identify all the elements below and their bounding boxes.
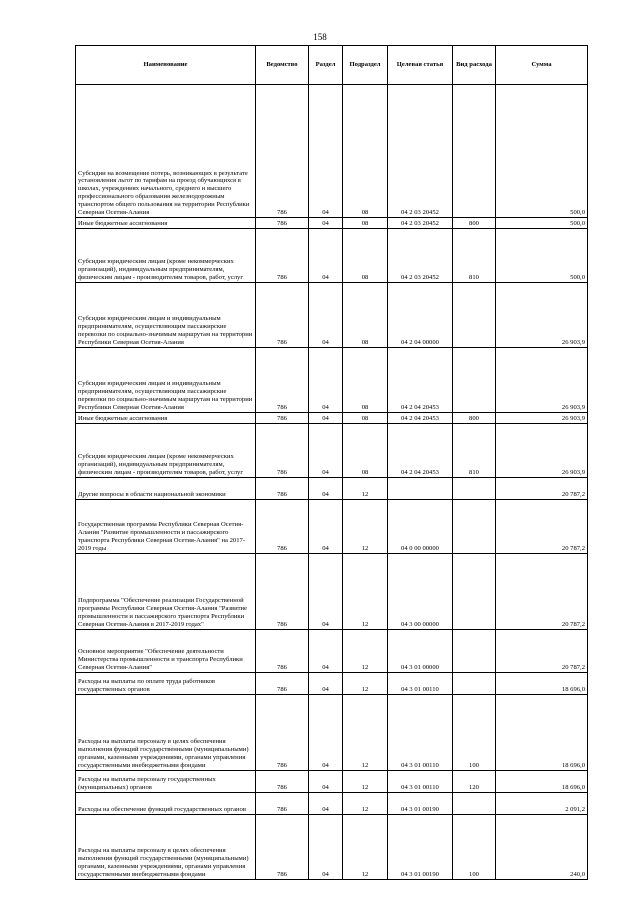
row-expense-type-cell bbox=[453, 554, 496, 630]
row-department-cell: 786 bbox=[256, 554, 309, 630]
row-subsection-cell: 12 bbox=[343, 673, 388, 695]
table-row bbox=[76, 554, 588, 630]
col-header-target-article: Целевая статья bbox=[388, 46, 453, 85]
row-amount-cell: 240,0 bbox=[496, 815, 588, 880]
row-amount-cell: 26 903,9 bbox=[496, 424, 588, 478]
row-department-cell: 786 bbox=[256, 695, 309, 771]
row-expense-type-cell: 100 bbox=[453, 695, 496, 771]
budget-table bbox=[75, 45, 588, 880]
row-amount-cell: 18 696,0 bbox=[496, 771, 588, 793]
page-number: 158 bbox=[313, 32, 327, 42]
row-expense-type-cell: 800 bbox=[453, 413, 496, 424]
row-subsection-cell: 12 bbox=[343, 695, 388, 771]
row-section-cell: 04 bbox=[309, 85, 343, 218]
row-target-article-cell: 04 2 04 00000 bbox=[388, 283, 453, 348]
row-expense-type-cell bbox=[453, 348, 496, 413]
row-subsection-cell: 12 bbox=[343, 793, 388, 815]
row-amount-cell: 18 696,0 bbox=[496, 695, 588, 771]
row-department-cell: 786 bbox=[256, 673, 309, 695]
row-name-cell: Основное мероприятие "Обеспечение деятельности Министерства промышленности и транспорта Республики Северная Осетия-Алания" bbox=[76, 630, 256, 673]
table-row bbox=[76, 413, 588, 424]
row-name-cell: Государственная программа Республики Северная Осетия-Алания "Развитие промышленности и пассажирского транспорта Республики Северная Осетия-Алания" на 2017-2019 годы bbox=[76, 500, 256, 554]
row-section-cell: 04 bbox=[309, 229, 343, 283]
row-target-article-cell: 04 3 01 00190 bbox=[388, 793, 453, 815]
row-subsection-cell: 08 bbox=[343, 85, 388, 218]
row-amount-cell: 500,0 bbox=[496, 85, 588, 218]
row-name-cell: Субсидии юридическим лицам и индивидуальным предпринимателям, осуществляющим пассажирские перевозки по социально-значимым маршрутам на территории Республики Северная Осетия-Алания bbox=[76, 283, 256, 348]
row-expense-type-cell bbox=[453, 478, 496, 500]
row-subsection-cell: 12 bbox=[343, 478, 388, 500]
row-amount-cell: 500,0 bbox=[496, 229, 588, 283]
col-header-department: Ведомство bbox=[256, 46, 309, 85]
row-amount-cell: 500,0 bbox=[496, 218, 588, 229]
row-amount-cell: 26 903,9 bbox=[496, 413, 588, 424]
row-name-cell: Иные бюджетные ассигнования bbox=[76, 413, 256, 424]
row-subsection-cell: 12 bbox=[343, 771, 388, 793]
row-department-cell: 786 bbox=[256, 793, 309, 815]
row-expense-type-cell: 800 bbox=[453, 218, 496, 229]
row-section-cell: 04 bbox=[309, 348, 343, 413]
table-row bbox=[76, 283, 588, 348]
table-row bbox=[76, 424, 588, 478]
table-row bbox=[76, 771, 588, 793]
row-section-cell: 04 bbox=[309, 793, 343, 815]
col-header-subsection: Подраздел bbox=[343, 46, 388, 85]
col-header-section: Раздел bbox=[309, 46, 343, 85]
row-amount-cell: 26 903,9 bbox=[496, 348, 588, 413]
row-target-article-cell: 04 2 04 20453 bbox=[388, 424, 453, 478]
row-subsection-cell: 08 bbox=[343, 218, 388, 229]
row-expense-type-cell bbox=[453, 673, 496, 695]
row-department-cell: 786 bbox=[256, 229, 309, 283]
row-name-cell: Расходы на выплаты персоналу в целях обеспечения выполнения функций государственными (муниципальными) органами, казенными учреждениями, органами управления государственными внебюджетными фондами bbox=[76, 695, 256, 771]
row-expense-type-cell: 810 bbox=[453, 424, 496, 478]
row-subsection-cell: 08 bbox=[343, 283, 388, 348]
row-expense-type-cell bbox=[453, 630, 496, 673]
row-department-cell: 786 bbox=[256, 348, 309, 413]
row-department-cell: 786 bbox=[256, 815, 309, 880]
row-department-cell: 786 bbox=[256, 283, 309, 348]
row-amount-cell: 2 091,2 bbox=[496, 793, 588, 815]
row-department-cell: 786 bbox=[256, 424, 309, 478]
table-row bbox=[76, 673, 588, 695]
table-row bbox=[76, 500, 588, 554]
row-name-cell: Субсидии юридическим лицам (кроме некоммерческих организаций), индивидуальным предпринимателям, физическим лицам - производителям товаров, работ, услуг bbox=[76, 424, 256, 478]
row-subsection-cell: 08 bbox=[343, 424, 388, 478]
row-subsection-cell: 12 bbox=[343, 630, 388, 673]
row-section-cell: 04 bbox=[309, 815, 343, 880]
row-subsection-cell: 12 bbox=[343, 815, 388, 880]
row-target-article-cell: 04 3 01 00000 bbox=[388, 630, 453, 673]
row-name-cell: Подпрограмма "Обеспечение реализации Государственной программы Республики Северная Осетия-Алания "Развитие промышленности и пассажирского транспорта Республики Северная Осетия-Алания в 2017-2019 годах" bbox=[76, 554, 256, 630]
row-name-cell: Расходы на обеспечение функций государственных органов bbox=[76, 793, 256, 815]
row-amount-cell: 18 696,0 bbox=[496, 673, 588, 695]
row-section-cell: 04 bbox=[309, 500, 343, 554]
row-section-cell: 04 bbox=[309, 218, 343, 229]
row-target-article-cell: 04 3 01 00110 bbox=[388, 695, 453, 771]
row-expense-type-cell: 810 bbox=[453, 229, 496, 283]
row-expense-type-cell bbox=[453, 85, 496, 218]
row-subsection-cell: 12 bbox=[343, 500, 388, 554]
row-amount-cell: 20 787,2 bbox=[496, 500, 588, 554]
row-target-article-cell bbox=[388, 478, 453, 500]
row-subsection-cell: 12 bbox=[343, 554, 388, 630]
row-name-cell: Субсидии юридическим лицам (кроме некоммерческих организаций), индивидуальным предпринимателям, физическим лицам - производителям товаров, работ, услуг bbox=[76, 229, 256, 283]
row-target-article-cell: 04 2 04 20453 bbox=[388, 413, 453, 424]
table-row bbox=[76, 815, 588, 880]
table-row bbox=[76, 695, 588, 771]
row-target-article-cell: 04 2 03 20452 bbox=[388, 85, 453, 218]
row-target-article-cell: 04 3 01 00110 bbox=[388, 771, 453, 793]
row-name-cell: Иные бюджетные ассигнования bbox=[76, 218, 256, 229]
row-target-article-cell: 04 3 01 00110 bbox=[388, 673, 453, 695]
row-section-cell: 04 bbox=[309, 554, 343, 630]
row-name-cell: Другие вопросы в области национальной экономики bbox=[76, 478, 256, 500]
row-name-cell: Субсидии на возмещение потерь, возникающих в результате установления льгот по тарифам на проезд обучающихся в школах, учреждениях начального, среднего и высшего профессионального образования железнодорожным транспортом общего пользования на территории Республики Северная Осетия-Алания bbox=[76, 85, 256, 218]
row-section-cell: 04 bbox=[309, 771, 343, 793]
row-expense-type-cell bbox=[453, 793, 496, 815]
row-name-cell: Расходы на выплаты персоналу в целях обеспечения выполнения функций государственными (муниципальными) органами, казенными учреждениями, органами управления государственными внебюджетными фондами bbox=[76, 815, 256, 880]
row-department-cell: 786 bbox=[256, 85, 309, 218]
table-row bbox=[76, 85, 588, 218]
table-row bbox=[76, 478, 588, 500]
row-amount-cell: 20 787,2 bbox=[496, 478, 588, 500]
row-name-cell: Расходы на выплаты по оплате труда работников государственных органов bbox=[76, 673, 256, 695]
col-header-expense-type: Вид расхода bbox=[453, 46, 496, 85]
row-target-article-cell: 04 2 04 20453 bbox=[388, 348, 453, 413]
row-subsection-cell: 08 bbox=[343, 229, 388, 283]
row-section-cell: 04 bbox=[309, 424, 343, 478]
col-header-name: Наименование bbox=[76, 46, 256, 85]
row-department-cell: 786 bbox=[256, 630, 309, 673]
row-department-cell: 786 bbox=[256, 413, 309, 424]
row-target-article-cell: 04 2 03 20452 bbox=[388, 218, 453, 229]
row-section-cell: 04 bbox=[309, 630, 343, 673]
row-subsection-cell: 08 bbox=[343, 413, 388, 424]
table-row bbox=[76, 630, 588, 673]
row-target-article-cell: 04 0 00 00000 bbox=[388, 500, 453, 554]
row-department-cell: 786 bbox=[256, 771, 309, 793]
row-section-cell: 04 bbox=[309, 673, 343, 695]
table-row bbox=[76, 348, 588, 413]
row-name-cell: Расходы на выплаты персоналу государственных (муниципальных) органов bbox=[76, 771, 256, 793]
row-name-cell: Субсидии юридическим лицам и индивидуальным предпринимателям, осуществляющим пассажирские перевозки по социально-значимым маршрутам на территории Республики Северная Осетия-Алания bbox=[76, 348, 256, 413]
row-section-cell: 04 bbox=[309, 413, 343, 424]
table-row bbox=[76, 793, 588, 815]
table-header-row bbox=[76, 46, 588, 85]
row-department-cell: 786 bbox=[256, 500, 309, 554]
row-expense-type-cell: 120 bbox=[453, 771, 496, 793]
row-amount-cell: 20 787,2 bbox=[496, 554, 588, 630]
row-section-cell: 04 bbox=[309, 695, 343, 771]
row-target-article-cell: 04 2 03 20452 bbox=[388, 229, 453, 283]
table-row bbox=[76, 229, 588, 283]
row-expense-type-cell: 100 bbox=[453, 815, 496, 880]
table-row bbox=[76, 218, 588, 229]
col-header-amount: Сумма bbox=[496, 46, 588, 85]
row-amount-cell: 20 787,2 bbox=[496, 630, 588, 673]
row-amount-cell: 26 903,9 bbox=[496, 283, 588, 348]
row-subsection-cell: 08 bbox=[343, 348, 388, 413]
row-target-article-cell: 04 3 01 00190 bbox=[388, 815, 453, 880]
row-section-cell: 04 bbox=[309, 283, 343, 348]
row-expense-type-cell bbox=[453, 500, 496, 554]
row-expense-type-cell bbox=[453, 283, 496, 348]
row-department-cell: 786 bbox=[256, 478, 309, 500]
row-section-cell: 04 bbox=[309, 478, 343, 500]
row-target-article-cell: 04 3 00 00000 bbox=[388, 554, 453, 630]
row-department-cell: 786 bbox=[256, 218, 309, 229]
